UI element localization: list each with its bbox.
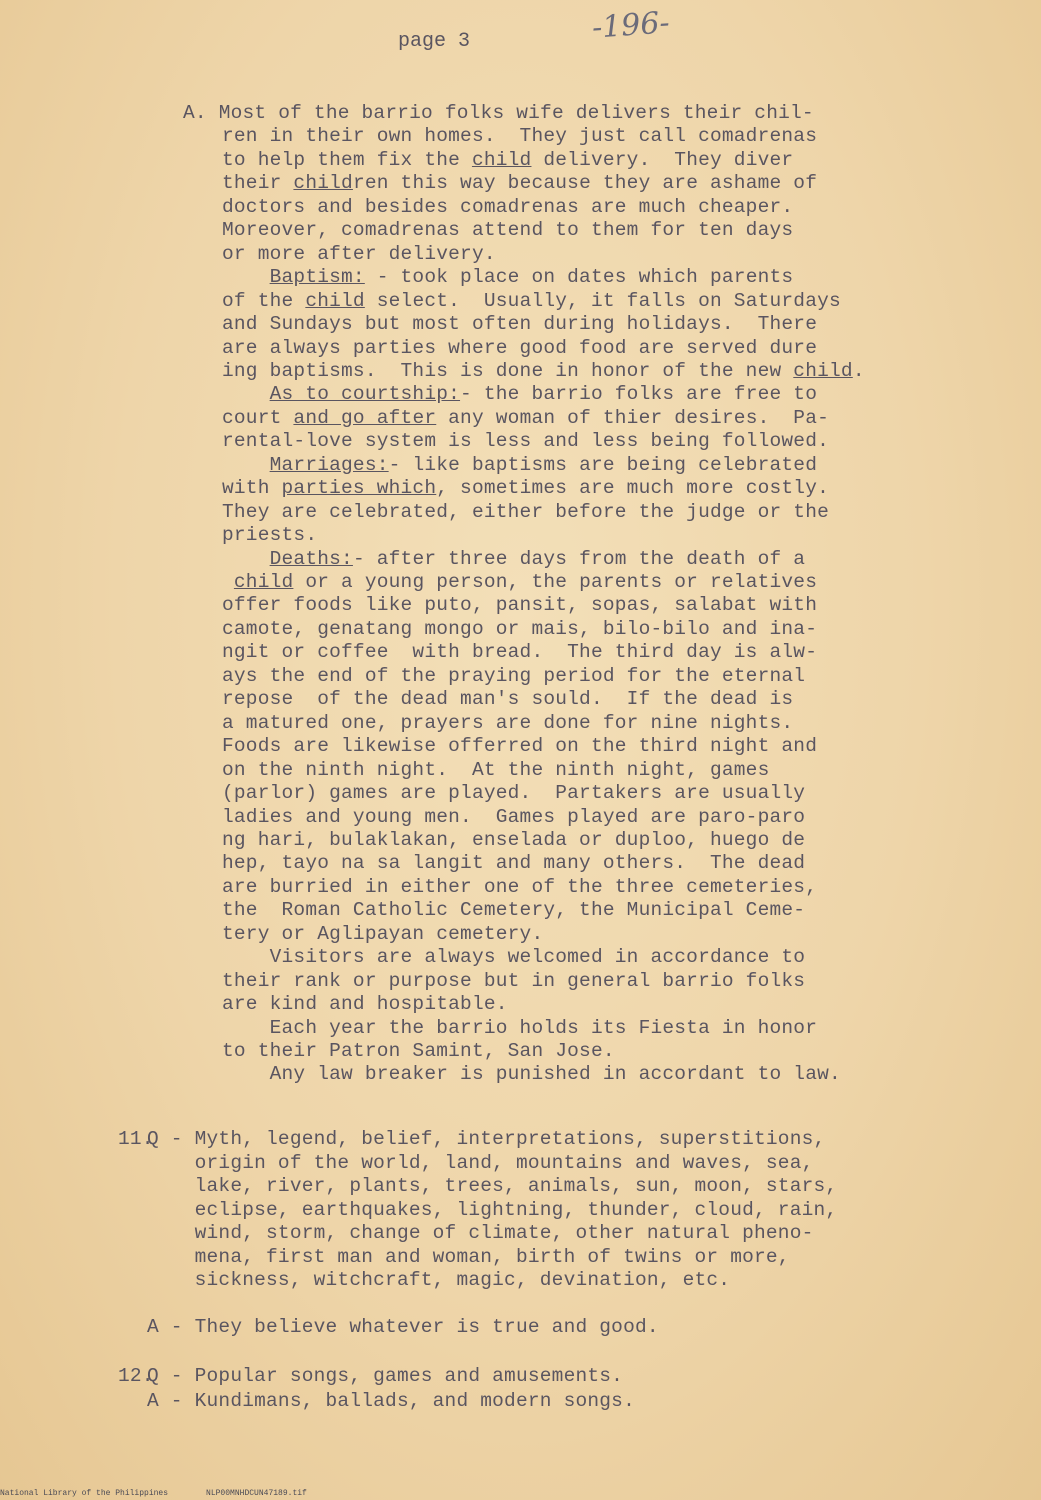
body-line: repose of the dead man's sould. If the dead is — [222, 688, 794, 711]
body-line: Moreover, comadrenas attend to them for ten days — [222, 219, 794, 242]
q11-question-line: sickness, witchcraft, magic, devination, etc. — [147, 1269, 731, 1291]
body-line: ing baptisms. This is done in honor of the new child. — [222, 359, 865, 382]
body-line: are burried in either one of the three cemeteries, — [222, 875, 818, 898]
body-line: tery or Aglipayan cemetery. — [222, 922, 544, 945]
q11-number: 11. — [118, 1128, 154, 1150]
body-line: their rank or purpose but in general barrio folks — [222, 969, 806, 992]
body-line: court and go after any woman of thier desires. Pa- — [222, 406, 830, 429]
body-line: Deaths:- after three days from the death of a — [269, 547, 806, 570]
q11-question-line: lake, river, plants, trees, animals, sun, moon, stars, — [147, 1175, 838, 1197]
page-label: page 3 — [398, 30, 471, 53]
body-line: or more after delivery. — [222, 242, 496, 265]
body-line: hep, tayo na sa langit and many others. The dead — [222, 852, 806, 875]
body-line: child or a young person, the parents or relatives — [233, 571, 818, 593]
body-line: ngit or coffee with bread. The third day is alw- — [222, 641, 818, 664]
body-line: priests. — [222, 524, 318, 547]
body-line: of the child select. Usually, it falls on Saturdays — [222, 289, 841, 312]
body-line: (parlor) games are played. Partakers are usually — [222, 782, 806, 805]
body-line: with parties which, sometimes are much more costly. — [222, 477, 830, 500]
body-line: on the ninth night. At the ninth night, games — [222, 758, 770, 781]
q12-question: Q - Popular songs, games and amusements. — [147, 1365, 624, 1387]
body-line: their children this way because they are ashame of — [222, 172, 818, 195]
body-line: are kind and hospitable. — [222, 993, 508, 1016]
body-line: offer foods like puto, pansit, sopas, salabat with — [222, 594, 818, 617]
q12-number: 12. — [118, 1365, 154, 1387]
body-line: They are celebrated, either before the judge or the — [222, 500, 829, 523]
footer-file: NLP00MNHDCUN47189.tif — [206, 1489, 307, 1498]
body-line: Marriages:- like baptisms are being celebrated — [269, 453, 818, 476]
body-line: As to courtship:- the barrio folks are free to — [269, 383, 818, 406]
body-line: Visitors are always welcomed in accordance to — [222, 946, 806, 969]
q11-answer: A - They believe whatever is true and good. — [147, 1316, 659, 1338]
body-line: camote, genatang mongo or mais, bilo-bilo and ina- — [222, 617, 818, 640]
body-line: ays the end of the praying period for the eternal — [222, 664, 806, 687]
q11-question-line: Q - Myth, legend, belief, interpretations, superstitions, — [147, 1128, 826, 1150]
body-line: the Roman Catholic Cemetery, the Municipal Ceme- — [222, 899, 806, 922]
footer-library: National Library of the Philippines — [0, 1489, 169, 1498]
body-line: Each year the barrio holds its Fiesta in honor — [222, 1016, 818, 1039]
q11-question-line: mena, first man and woman, birth of twins or more, — [147, 1245, 790, 1268]
body-line: Baptism: - took place on dates which parents — [269, 266, 794, 289]
handwritten-page-number: -196- — [590, 5, 671, 46]
body-line: rental-love system is less and less being followed. — [222, 430, 829, 453]
body-line: ng hari, bulaklakan, enselada or duploo, huego de — [222, 828, 806, 851]
body-line: A. Most of the barrio folks wife delivers their chil- — [183, 102, 814, 124]
body-line: ladies and young men. Games played are paro-paro — [222, 805, 806, 828]
body-line: and Sundays but most often during holidays. There — [222, 313, 818, 336]
body-line: to their Patron Samint, San Jose. — [222, 1040, 615, 1062]
body-line: to help them fix the child delivery. They diver — [222, 148, 794, 171]
q11-question-line: origin of the world, land, mountains and waves, sea, — [147, 1151, 814, 1174]
q11-question-line: eclipse, earthquakes, lightning, thunder, cloud, rain, — [147, 1198, 838, 1221]
body-line: doctors and besides comadrenas are much cheaper. — [222, 195, 794, 218]
body-line: Any law breaker is punished in accordant to law. — [222, 1063, 841, 1086]
body-line: ren in their own homes. They just call comadrenas — [222, 125, 818, 148]
q12-answer: A - Kundimans, ballads, and modern songs. — [147, 1390, 635, 1412]
scan-footer — [0, 1489, 345, 1499]
body-line: are always parties where good food are served dure — [222, 336, 818, 359]
body-line: Foods are likewise offerred on the third night and — [222, 735, 818, 758]
q11-question-line: wind, storm, change of climate, other natural pheno- — [147, 1222, 814, 1244]
body-line: a matured one, prayers are done for nine nights. — [222, 711, 794, 734]
